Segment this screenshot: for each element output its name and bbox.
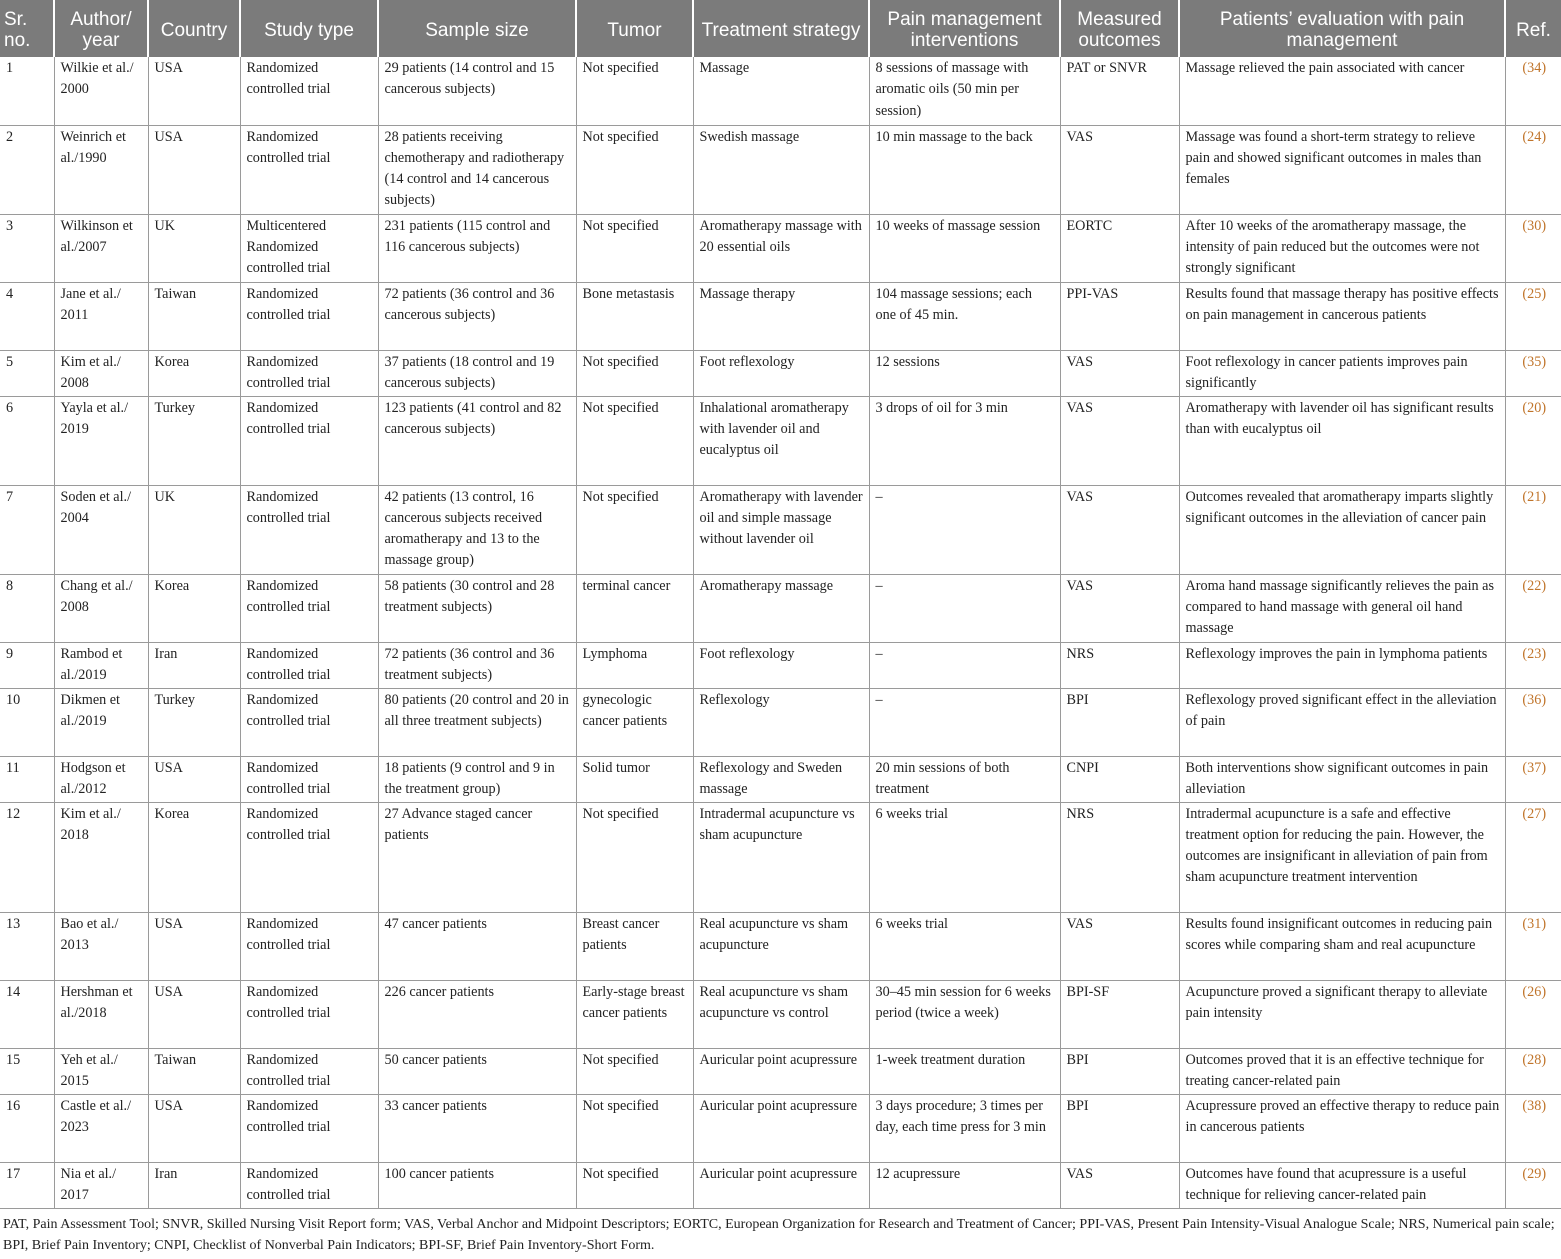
cell-treatment-strategy: Aromatherapy massage with 20 essential oils [693,214,869,282]
cell-patients-evaluation: Aroma hand massage significantly relieves the pain as compared to hand massage with general oil hand massage [1179,574,1505,642]
cell-measured-outcomes: VAS [1060,125,1179,214]
cell-country: Taiwan [148,1048,240,1094]
cell-tumor: Not specified [576,214,693,282]
table-row [0,1094,1561,1162]
cell-country: USA [148,125,240,214]
cell-sample-size: 72 patients (36 control and 36 treatment subjects) [378,642,576,688]
cell-sr-no: 7 [0,485,54,574]
table-row [0,1162,1561,1208]
cell-author-year: Chang et al./ 2008 [54,574,148,642]
cell-sr-no: 1 [0,57,54,125]
cell-treatment-strategy: Auricular point acupressure [693,1162,869,1208]
cell-study-type: Randomized controlled trial [240,574,378,642]
cell-sr-no: 9 [0,642,54,688]
cell-tumor: Bone metastasis [576,282,693,350]
table-footnote: PAT, Pain Assessment Tool; SNVR, Skilled Nursing Visit Report form; VAS, Verbal Anchor and Midpoint Descriptors; EORTC, European Organization for Research and Treatment of Cancer; PPI-VAS, Present Pain Intensity-Visual Analogue Scale; NRS, Numerical pain scale; BPI, Brief Pain Inventory; CNPI, Checklist of Nonverbal Pain Indicators; BPI-SF, Brief Pain Inventory-Short Form. [3,1217,1555,1253]
cell-country: UK [148,485,240,574]
cell-measured-outcomes: PPI-VAS [1060,282,1179,350]
table-row [0,282,1561,350]
cell-study-type: Randomized controlled trial [240,1094,378,1162]
cell-author-year: Yayla et al./ 2019 [54,396,148,485]
cell-author-year: Jane et al./ 2011 [54,282,148,350]
cell-patients-evaluation: After 10 weeks of the aromatherapy massage, the intensity of pain reduced but the outcomes were not strongly significant [1179,214,1505,282]
cell-measured-outcomes: BPI [1060,1094,1179,1162]
cell-study-type: Randomized controlled trial [240,125,378,214]
table-row [0,485,1561,574]
cell-tumor: Not specified [576,125,693,214]
cell-pain-management-interventions: 3 drops of oil for 3 min [869,396,1060,485]
cell-sr-no: 5 [0,350,54,396]
header-ref: Ref. [1505,0,1561,57]
cell-patients-evaluation: Outcomes proved that it is an effective technique for treating cancer-related pain [1179,1048,1505,1094]
cell-author-year: Kim et al./ 2018 [54,802,148,912]
cell-author-year: Yeh et al./ 2015 [54,1048,148,1094]
cell-sample-size: 37 patients (18 control and 19 cancerous subjects) [378,350,576,396]
cell-ref[interactable]: (27) [1505,802,1561,912]
cell-treatment-strategy: Massage therapy [693,282,869,350]
cell-measured-outcomes: VAS [1060,485,1179,574]
cell-pain-management-interventions: 12 acupressure [869,1162,1060,1208]
cell-sr-no: 15 [0,1048,54,1094]
cell-tumor: Lymphoma [576,642,693,688]
cell-ref[interactable]: (25) [1505,282,1561,350]
cell-patients-evaluation: Reflexology improves the pain in lymphoma patients [1179,642,1505,688]
cell-ref[interactable]: (37) [1505,756,1561,802]
cell-country: Korea [148,350,240,396]
cell-measured-outcomes: VAS [1060,574,1179,642]
cell-sr-no: 2 [0,125,54,214]
cell-patients-evaluation: Outcomes revealed that aromatherapy imparts slightly significant outcomes in the alleviation of cancer pain [1179,485,1505,574]
cell-sample-size: 80 patients (20 control and 20 in all three treatment subjects) [378,688,576,756]
table-body [0,57,1561,1208]
cell-measured-outcomes: VAS [1060,350,1179,396]
cell-sample-size: 33 cancer patients [378,1094,576,1162]
cell-author-year: Dikmen et al./2019 [54,688,148,756]
cell-author-year: Hershman et al./2018 [54,980,148,1048]
cell-sample-size: 231 patients (115 control and 116 cancerous subjects) [378,214,576,282]
cell-sample-size: 50 cancer patients [378,1048,576,1094]
cell-pain-management-interventions: 10 min massage to the back [869,125,1060,214]
cell-tumor: Early-stage breast cancer patients [576,980,693,1048]
cell-treatment-strategy: Reflexology and Sweden massage [693,756,869,802]
cell-country: USA [148,1094,240,1162]
table-row [0,350,1561,396]
cell-country: Turkey [148,688,240,756]
table-row [0,756,1561,802]
cell-sr-no: 16 [0,1094,54,1162]
cell-author-year: Rambod et al./2019 [54,642,148,688]
cell-study-type: Multicentered Randomized controlled trial [240,214,378,282]
table-row [0,574,1561,642]
table-row [0,214,1561,282]
cell-country: Iran [148,642,240,688]
cell-country: Taiwan [148,282,240,350]
cell-tumor: gynecologic cancer patients [576,688,693,756]
cell-ref[interactable]: (30) [1505,214,1561,282]
cell-pain-management-interventions: 3 days procedure; 3 times per day, each time press for 3 min [869,1094,1060,1162]
cell-study-type: Randomized controlled trial [240,802,378,912]
cell-sr-no: 8 [0,574,54,642]
cell-sample-size: 100 cancer patients [378,1162,576,1208]
cell-sample-size: 18 patients (9 control and 9 in the treatment group) [378,756,576,802]
cell-patients-evaluation: Results found that massage therapy has positive effects on pain management in cancerous patients [1179,282,1505,350]
cell-treatment-strategy: Auricular point acupressure [693,1048,869,1094]
cell-ref[interactable]: (29) [1505,1162,1561,1208]
cell-pain-management-interventions: 1-week treatment duration [869,1048,1060,1094]
header-pain-management-interventions: Pain management interventions [869,0,1060,57]
table-row [0,125,1561,214]
cell-study-type: Randomized controlled trial [240,350,378,396]
cell-tumor: Not specified [576,350,693,396]
cell-patients-evaluation: Outcomes have found that acupressure is a useful technique for relieving cancer-related pain [1179,1162,1505,1208]
cell-ref[interactable]: (38) [1505,1094,1561,1162]
cell-treatment-strategy: Aromatherapy massage [693,574,869,642]
cell-tumor: Breast cancer patients [576,912,693,980]
cell-treatment-strategy: Massage [693,57,869,125]
cell-treatment-strategy: Aromatherapy with lavender oil and simple massage without lavender oil [693,485,869,574]
cell-country: USA [148,57,240,125]
cell-sample-size: 72 patients (36 control and 36 cancerous subjects) [378,282,576,350]
table-row [0,980,1561,1048]
cell-tumor: Not specified [576,1162,693,1208]
cell-pain-management-interventions: 12 sessions [869,350,1060,396]
cell-country: USA [148,756,240,802]
cell-tumor: Not specified [576,1094,693,1162]
cell-measured-outcomes: CNPI [1060,756,1179,802]
cell-ref[interactable]: (22) [1505,574,1561,642]
cell-ref[interactable]: (34) [1505,57,1561,125]
table-row [0,396,1561,485]
cell-measured-outcomes: NRS [1060,642,1179,688]
cell-study-type: Randomized controlled trial [240,1048,378,1094]
table-row [0,57,1561,125]
cell-country: Iran [148,1162,240,1208]
cell-measured-outcomes: BPI-SF [1060,980,1179,1048]
cell-patients-evaluation: Acupuncture proved a significant therapy to alleviate pain intensity [1179,980,1505,1048]
cell-ref[interactable]: (36) [1505,688,1561,756]
header-tumor: Tumor [576,0,693,57]
cell-measured-outcomes: BPI [1060,1048,1179,1094]
cell-sr-no: 6 [0,396,54,485]
cell-ref[interactable]: (28) [1505,1048,1561,1094]
header-patients-evaluation: Patients’ evaluation with pain management [1179,0,1505,57]
cell-author-year: Wilkie et al./ 2000 [54,57,148,125]
cell-author-year: Castle et al./ 2023 [54,1094,148,1162]
cell-country: Turkey [148,396,240,485]
cell-pain-management-interventions: – [869,642,1060,688]
cell-measured-outcomes: VAS [1060,396,1179,485]
cell-patients-evaluation: Reflexology proved significant effect in the alleviation of pain [1179,688,1505,756]
cell-country: USA [148,980,240,1048]
cell-author-year: Kim et al./ 2008 [54,350,148,396]
cell-pain-management-interventions: – [869,485,1060,574]
header-treatment-strategy: Treatment strategy [693,0,869,57]
cell-country: Korea [148,574,240,642]
cell-sample-size: 28 patients receiving chemotherapy and radiotherapy (14 control and 14 cancerous subjects) [378,125,576,214]
cell-author-year: Soden et al./ 2004 [54,485,148,574]
cell-measured-outcomes: PAT or SNVR [1060,57,1179,125]
cell-ref[interactable]: (23) [1505,642,1561,688]
cell-tumor: Not specified [576,485,693,574]
cell-ref[interactable]: (21) [1505,485,1561,574]
cell-patients-evaluation: Intradermal acupuncture is a safe and effective treatment option for reducing the pain. However, the outcomes are insignificant in alleviation of pain from sham acupuncture treatment intervention [1179,802,1505,912]
cell-patients-evaluation: Massage relieved the pain associated with cancer [1179,57,1505,125]
cell-sample-size: 29 patients (14 control and 15 cancerous subjects) [378,57,576,125]
cell-pain-management-interventions: – [869,574,1060,642]
cell-ref[interactable]: (20) [1505,396,1561,485]
header-sample-size: Sample size [378,0,576,57]
cell-study-type: Randomized controlled trial [240,396,378,485]
cell-ref[interactable]: (31) [1505,912,1561,980]
cell-ref[interactable]: (26) [1505,980,1561,1048]
cell-pain-management-interventions: 30–45 min session for 6 weeks period (twice a week) [869,980,1060,1048]
cell-pain-management-interventions: 6 weeks trial [869,912,1060,980]
cell-tumor: Not specified [576,802,693,912]
header-study-type: Study type [240,0,378,57]
cell-ref[interactable]: (24) [1505,125,1561,214]
cell-tumor: Not specified [576,396,693,485]
cell-treatment-strategy: Reflexology [693,688,869,756]
table-header-row [0,0,1561,57]
cell-tumor: Not specified [576,57,693,125]
cell-treatment-strategy: Real acupuncture vs sham acupuncture [693,912,869,980]
cell-measured-outcomes: VAS [1060,912,1179,980]
cell-treatment-strategy: Inhalational aromatherapy with lavender oil and eucalyptus oil [693,396,869,485]
cell-study-type: Randomized controlled trial [240,756,378,802]
cell-patients-evaluation: Aromatherapy with lavender oil has significant results than with eucalyptus oil [1179,396,1505,485]
table-row [0,688,1561,756]
table-row [0,912,1561,980]
cell-country: Korea [148,802,240,912]
cell-measured-outcomes: VAS [1060,1162,1179,1208]
cell-sr-no: 12 [0,802,54,912]
cell-sr-no: 14 [0,980,54,1048]
cell-patients-evaluation: Results found insignificant outcomes in reducing pain scores while comparing sham and real acupuncture [1179,912,1505,980]
cell-measured-outcomes: BPI [1060,688,1179,756]
cell-study-type: Randomized controlled trial [240,282,378,350]
cell-study-type: Randomized controlled trial [240,642,378,688]
cell-study-type: Randomized controlled trial [240,912,378,980]
cell-treatment-strategy: Foot reflexology [693,350,869,396]
cell-pain-management-interventions: 10 weeks of massage session [869,214,1060,282]
cell-ref[interactable]: (35) [1505,350,1561,396]
cell-treatment-strategy: Swedish massage [693,125,869,214]
cell-pain-management-interventions: 8 sessions of massage with aromatic oils (50 min per session) [869,57,1060,125]
cell-author-year: Nia et al./ 2017 [54,1162,148,1208]
cell-sr-no: 3 [0,214,54,282]
cell-treatment-strategy: Real acupuncture vs sham acupuncture vs control [693,980,869,1048]
cell-author-year: Hodgson et al./2012 [54,756,148,802]
cell-study-type: Randomized controlled trial [240,980,378,1048]
cell-country: UK [148,214,240,282]
cell-sr-no: 17 [0,1162,54,1208]
cell-pain-management-interventions: – [869,688,1060,756]
cell-measured-outcomes: EORTC [1060,214,1179,282]
cell-sr-no: 4 [0,282,54,350]
cell-study-type: Randomized controlled trial [240,57,378,125]
cell-author-year: Bao et al./ 2013 [54,912,148,980]
cell-patients-evaluation: Acupressure proved an effective therapy to reduce pain in cancerous patients [1179,1094,1505,1162]
cell-tumor: Solid tumor [576,756,693,802]
cell-patients-evaluation: Massage was found a short-term strategy to relieve pain and showed significant outcomes in males than females [1179,125,1505,214]
cell-pain-management-interventions: 104 massage sessions; each one of 45 min. [869,282,1060,350]
cell-tumor: Not specified [576,1048,693,1094]
cell-country: USA [148,912,240,980]
cell-sample-size: 27 Advance staged cancer patients [378,802,576,912]
cell-tumor: terminal cancer [576,574,693,642]
cell-patients-evaluation: Both interventions show significant outcomes in pain alleviation [1179,756,1505,802]
cell-sr-no: 13 [0,912,54,980]
cell-sr-no: 11 [0,756,54,802]
cell-author-year: Wilkinson et al./2007 [54,214,148,282]
cell-pain-management-interventions: 6 weeks trial [869,802,1060,912]
cell-author-year: Weinrich et al./1990 [54,125,148,214]
header-measured-outcomes: Measured outcomes [1060,0,1179,57]
table-row [0,1048,1561,1094]
header-sr-no: Sr. no. [0,0,54,57]
cell-study-type: Randomized controlled trial [240,688,378,756]
cell-pain-management-interventions: 20 min sessions of both treatment [869,756,1060,802]
header-author-year: Author/ year [54,0,148,57]
cell-sr-no: 10 [0,688,54,756]
cell-sample-size: 123 patients (41 control and 82 cancerous subjects) [378,396,576,485]
cell-sample-size: 226 cancer patients [378,980,576,1048]
cell-patients-evaluation: Foot reflexology in cancer patients improves pain significantly [1179,350,1505,396]
cell-measured-outcomes: NRS [1060,802,1179,912]
cell-treatment-strategy: Intradermal acupuncture vs sham acupuncture [693,802,869,912]
cell-treatment-strategy: Foot reflexology [693,642,869,688]
cell-study-type: Randomized controlled trial [240,1162,378,1208]
cell-sample-size: 42 patients (13 control, 16 cancerous subjects received aromatherapy and 13 to the massage group) [378,485,576,574]
cell-sample-size: 47 cancer patients [378,912,576,980]
header-country: Country [148,0,240,57]
cell-sample-size: 58 patients (30 control and 28 treatment subjects) [378,574,576,642]
cell-treatment-strategy: Auricular point acupressure [693,1094,869,1162]
table-row [0,802,1561,912]
cell-study-type: Randomized controlled trial [240,485,378,574]
table-row [0,642,1561,688]
